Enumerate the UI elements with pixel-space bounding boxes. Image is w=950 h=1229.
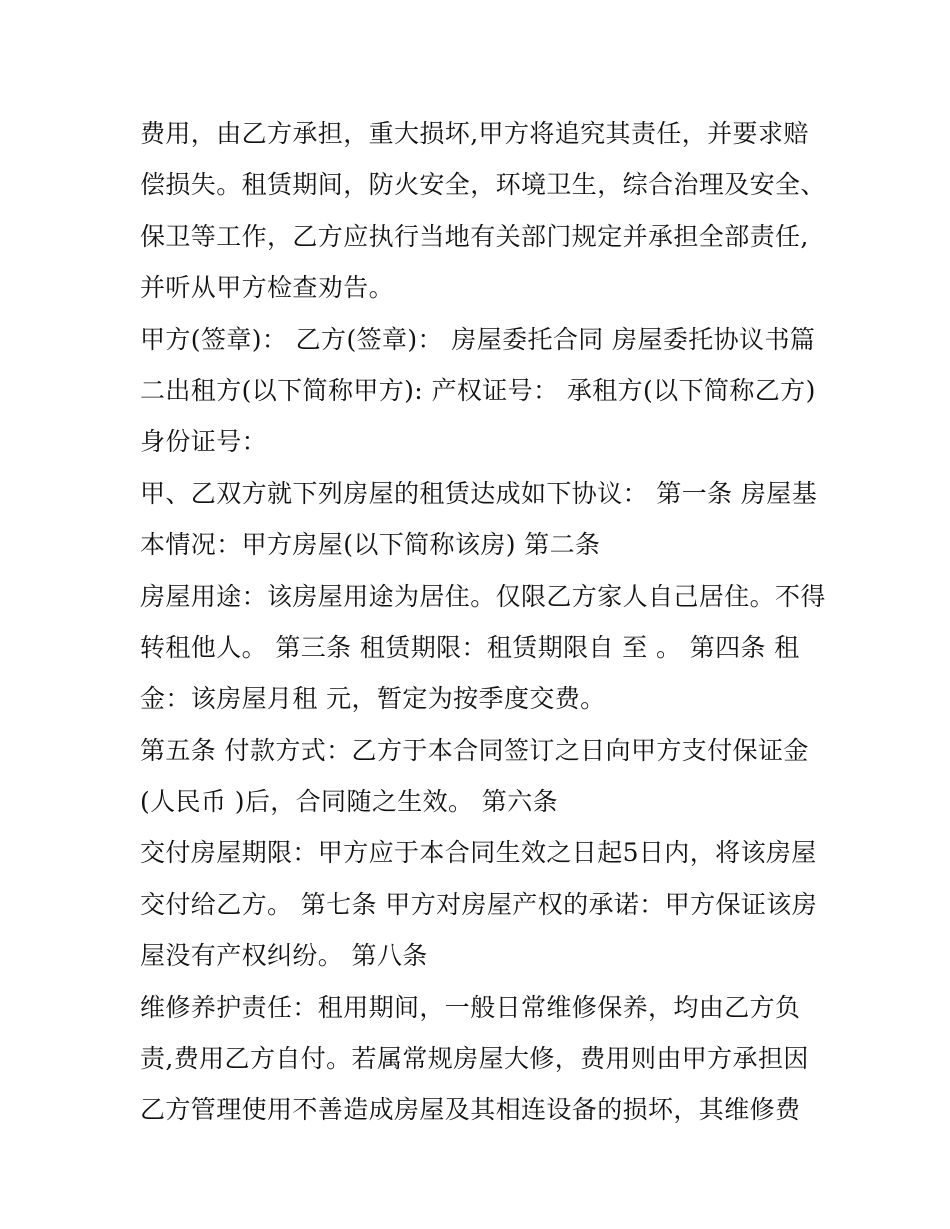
text-line: 金：该房屋月租 元，暂定为按季度交费。 bbox=[140, 684, 606, 714]
text-line: 屋没有产权纠纷。 第八条 bbox=[140, 941, 428, 971]
text-line: 转租他人。 第三条 租赁期限：租赁期限自 至 。 第四条 租 bbox=[140, 632, 800, 662]
text-line: 第五条 付款方式：乙方于本合同签订之日向甲方支付保证金 bbox=[140, 735, 809, 765]
text-line: 甲方(签章)： 乙方(签章)： 房屋委托合同 房屋委托协议书篇 bbox=[140, 324, 816, 354]
text-line: 乙方管理使用不善造成房屋及其相连设备的损坏，其维修费 bbox=[140, 1095, 801, 1125]
text-line: 责,费用乙方自付。若属常规房屋大修，费用则由甲方承担因 bbox=[140, 1044, 809, 1074]
text-line: 保卫等工作，乙方应执行当地有关部门规定并承担全部责任, bbox=[140, 221, 809, 251]
text-line: 偿损失。租赁期间，防火安全，环境卫生，综合治理及安全、 bbox=[140, 170, 826, 200]
text-line: 房屋用途：该房屋用途为居住。仅限乙方家人自己居住。不得 bbox=[140, 581, 826, 611]
contract-body-text bbox=[140, 108, 826, 1136]
text-line: 本情况：甲方房屋(以下简称该房) 第二条 bbox=[140, 530, 601, 560]
text-line: 并听从甲方检查劝告。 bbox=[140, 273, 395, 303]
text-line: 二出租方(以下简称甲方): 产权证号： 承租方(以下简称乙方) bbox=[140, 375, 816, 405]
text-line: 费用，由乙方承担，重大损坏,甲方将追究其责任，并要求赔 bbox=[140, 119, 809, 148]
text-line: 交付房屋期限：甲方应于本合同生效之日起5日内，将该房屋 bbox=[140, 838, 817, 868]
text-line: 甲、乙双方就下列房屋的租赁达成如下协议： 第一条 房屋基 bbox=[140, 478, 818, 508]
text-line: 维修养护责任：租用期间，一般日常维修保养，均由乙方负 bbox=[140, 992, 801, 1022]
text-line: 身份证号： bbox=[140, 427, 268, 457]
text-line: (人民币 )后，合同随之生效。 第六条 bbox=[140, 787, 559, 817]
text-line: 交付给乙方。 第七条 甲方对房屋产权的承诺：甲方保证该房 bbox=[140, 889, 818, 919]
